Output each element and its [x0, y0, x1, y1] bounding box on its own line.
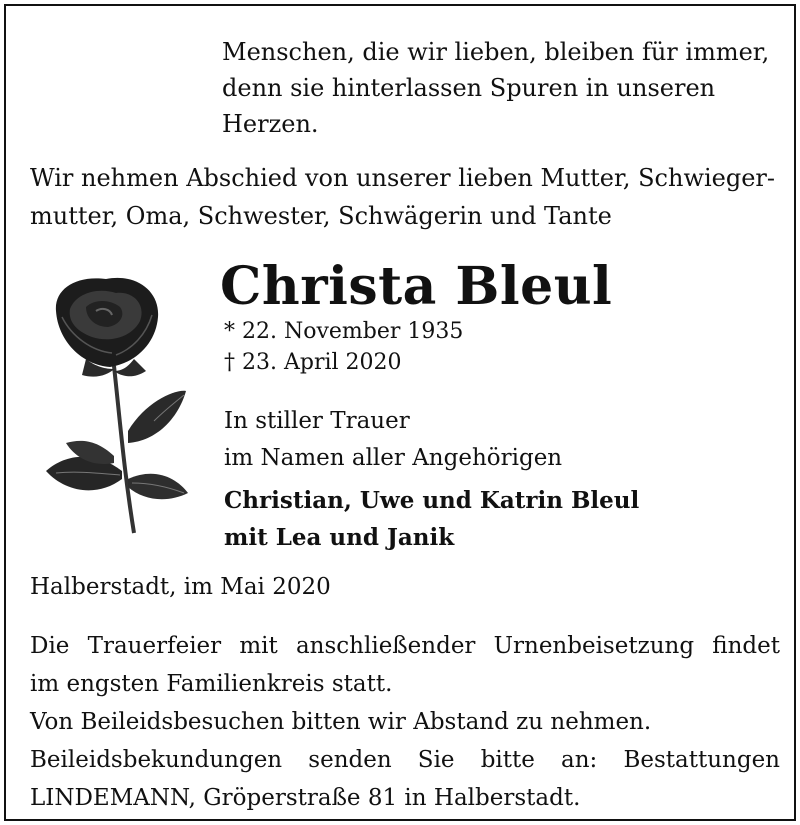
- quote-line-3: Herzen.: [222, 110, 319, 138]
- notice-line-5: LINDEMANN, Gröperstraße 81 in Halberstadt.: [30, 785, 581, 811]
- funeral-notice: [30, 627, 780, 817]
- mourning-line-2: im Namen aller Angehörigen: [224, 445, 563, 471]
- life-dates: [224, 316, 463, 378]
- memorial-quote: [222, 34, 769, 142]
- death-date: † 23. April 2020: [224, 350, 402, 375]
- family-line-2: mit Lea und Janik: [224, 524, 455, 551]
- deceased-name: Christa Bleul: [220, 256, 613, 317]
- family-names: [224, 482, 639, 556]
- birth-date: * 22. November 1935: [224, 319, 464, 344]
- rose-icon: [36, 271, 206, 536]
- mourning-text: [224, 403, 562, 477]
- notice-line-1: Die Trauerfeier mit anschließender Urnenbeisetzung findet: [30, 633, 780, 659]
- quote-line-1: Menschen, die wir lieben, bleiben für immer,: [222, 38, 770, 66]
- farewell-line-1: Wir nehmen Abschied von unserer lieben Mutter, Schwieger-: [30, 164, 776, 192]
- place-date: Halberstadt, im Mai 2020: [30, 574, 331, 600]
- mourning-line-1: In stiller Trauer: [224, 408, 410, 434]
- obituary-frame: [4, 4, 796, 821]
- quote-line-2: denn sie hinterlassen Spuren in unseren: [222, 74, 716, 102]
- farewell-text: [30, 159, 775, 235]
- notice-line-2: im engsten Familienkreis statt.: [30, 671, 393, 697]
- family-line-1: Christian, Uwe und Katrin Bleul: [224, 487, 640, 514]
- notice-line-3: Von Beileidsbesuchen bitten wir Abstand zu nehmen.: [30, 709, 652, 735]
- notice-line-4: Beileidsbekundungen senden Sie bitte an: Bestattungen: [30, 747, 780, 773]
- farewell-line-2: mutter, Oma, Schwester, Schwägerin und Tante: [30, 202, 612, 230]
